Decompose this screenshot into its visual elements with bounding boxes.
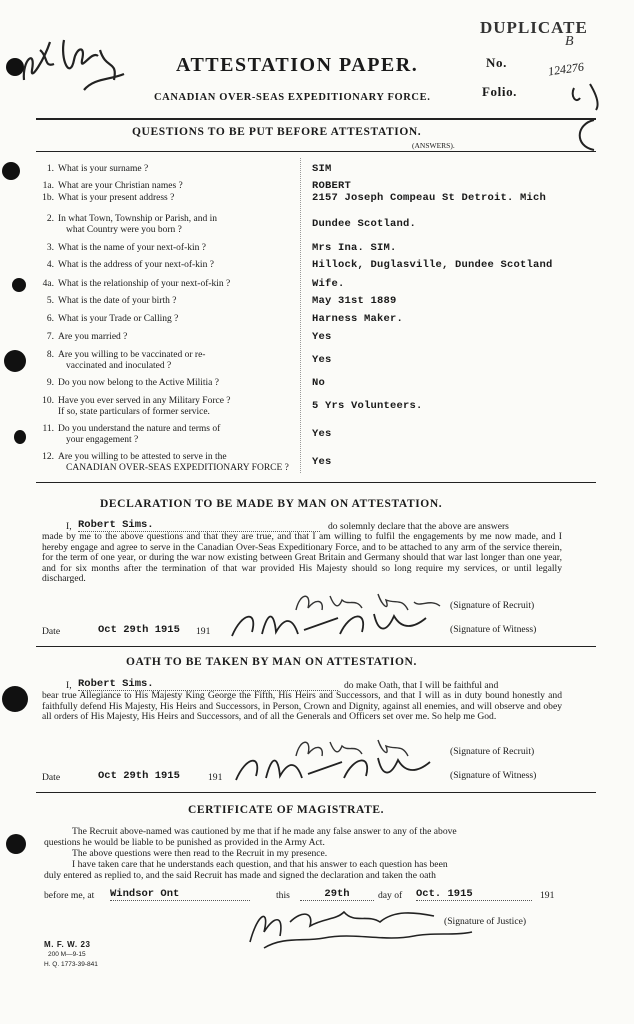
question-number: 3.: [46, 243, 54, 253]
question-text: Are you willing to be vaccinated or re-: [58, 350, 206, 360]
question-number: 10.: [42, 396, 54, 406]
justice-signature: [244, 902, 484, 952]
question-number: 7.: [46, 332, 54, 342]
punch-hole: [4, 350, 26, 372]
declaration-year-suffix: 191: [196, 626, 211, 637]
answer-text: ROBERT: [312, 180, 352, 192]
certificate-line-1: The Recruit above-named was cautioned by me that if he made any false answer to any of the above: [72, 826, 457, 837]
answer-text: Wife.: [312, 278, 345, 290]
question-text: What is your present address ?: [58, 193, 175, 203]
question-text: What is the name of your next-of-kin ?: [58, 243, 206, 253]
punch-hole: [6, 834, 26, 854]
question-number: 4a.: [42, 279, 54, 289]
question-number: 1b.: [42, 193, 54, 203]
certificate-month: Oct. 1915: [416, 888, 532, 901]
divider: [36, 482, 596, 483]
declaration-date-value: Oct 29th 1915: [98, 624, 180, 636]
question-number: 4.: [46, 260, 54, 270]
handwritten-annotation: [14, 20, 144, 100]
question-text: Do you understand the nature and terms of: [58, 424, 221, 434]
question-number: 8.: [46, 350, 54, 360]
question-number: 1a.: [42, 181, 54, 191]
answer-text: May 31st 1889: [312, 295, 397, 307]
answer-column-separator: [300, 158, 301, 473]
question-number: 9.: [46, 378, 54, 388]
divider: [36, 646, 596, 647]
before-me-label: before me, at: [44, 890, 95, 901]
day-of-label: day of: [378, 890, 403, 901]
certificate-day: 29th: [300, 888, 374, 901]
number-label: No.: [486, 55, 507, 70]
answers-label: (ANSWERS).: [412, 141, 455, 150]
declaration-heading: DECLARATION TO BE MADE BY MAN ON ATTESTATION.: [100, 498, 443, 510]
question-text-continued: vaccinated and inoculated ?: [66, 361, 172, 371]
question-number: 11.: [42, 424, 54, 434]
divider: [36, 792, 596, 793]
question-number: 5.: [46, 296, 54, 306]
punch-hole: [2, 162, 20, 180]
witness-signature: [228, 606, 468, 642]
oath-text-start: do make Oath, that I will be faithful and: [344, 680, 499, 691]
question-number: 6.: [46, 314, 54, 324]
answer-text: 2157 Joseph Compeau St Detroit. Mich: [312, 192, 547, 204]
answer-text: Yes: [312, 428, 332, 440]
question-text: Are you married ?: [58, 332, 128, 342]
declaration-text-start: do solemnly declare that the above are answers: [328, 521, 509, 532]
answer-text: Yes: [312, 456, 332, 468]
declaration-i: I,: [66, 521, 72, 532]
question-number: 2.: [46, 214, 54, 224]
oath-name: Robert Sims.: [78, 678, 338, 691]
this-label: this: [276, 890, 290, 901]
question-text: What is your Trade or Calling ?: [58, 314, 179, 324]
punch-hole: [2, 686, 28, 712]
question-text: Do you now belong to the Active Militia ?: [58, 378, 219, 388]
signature-of-recruit-label: (Signature of Recruit): [450, 600, 535, 611]
oath-signature-of-recruit-label: (Signature of Recruit): [450, 746, 535, 757]
declaration-name: Robert Sims.: [78, 519, 320, 532]
certificate-place: Windsor Ont: [110, 888, 250, 901]
stamp-letter: B: [565, 34, 574, 49]
answer-text: No: [312, 377, 326, 389]
document-title: ATTESTATION PAPER.: [176, 54, 419, 76]
answer-text: 5 Yrs Volunteers.: [312, 400, 423, 412]
question-text: What are your Christian names ?: [58, 181, 183, 191]
footer-hq-code: H. Q. 1773-39-841: [44, 961, 98, 968]
questions-heading: QUESTIONS TO BE PUT BEFORE ATTESTATION.: [132, 126, 422, 138]
certificate-line-4: I have taken care that he understands each question, and that his answer to each question has been: [72, 859, 448, 870]
oath-signature-of-witness-label: (Signature of Witness): [450, 770, 537, 781]
certificate-line-5: duly entered as replied to, and the said Recruit has made and signed the declaration and taken the oath: [44, 870, 436, 881]
answer-text: Yes: [312, 354, 332, 366]
divider: [36, 118, 596, 120]
handwritten-check: [560, 80, 620, 160]
question-text-continued: what Country were you born ?: [66, 225, 182, 235]
question-number: 1.: [46, 164, 54, 174]
question-text-continued: your engagement ?: [66, 435, 139, 445]
question-number: 12.: [42, 452, 54, 462]
question-text: Are you willing to be attested to serve in the: [58, 452, 227, 462]
footer-print-run: 200 M—9-15: [48, 951, 86, 958]
certificate-heading: CERTIFICATE OF MAGISTRATE.: [188, 804, 385, 816]
signature-of-justice-label: (Signature of Justice): [444, 916, 527, 927]
folio-label: Folio.: [482, 84, 518, 99]
oath-date-label: Date: [42, 772, 61, 783]
question-text-continued: CANADIAN OVER-SEAS EXPEDITIONARY FORCE ?: [66, 463, 289, 473]
oath-year-suffix: 191: [208, 772, 223, 783]
number-value: 124276: [547, 59, 585, 79]
question-text: What is the date of your birth ?: [58, 296, 177, 306]
oath-witness-signature: [232, 750, 452, 786]
punch-hole: [14, 430, 26, 444]
certificate-line-3: The above questions were then read to the Recruit in my presence.: [72, 848, 328, 859]
oath-body: bear true Allegiance to His Majesty King George the Fifth, His Heirs and Successors, and that I will as in duty bound honestly and faithfully defend His Majesty, His Heirs and Successors, in Person, Crown and Dignity, against all enemies, and will observe and obey all orders of His Majesty, His Heirs and Successors, and of all the Generals and Officers set over me. So help me God.: [42, 690, 562, 723]
certificate-year-suffix: 191: [540, 890, 555, 901]
divider: [36, 151, 596, 152]
declaration-body: made by me to the above questions and that they are true, and that I am willing to fulfil the engagements by me now made, and I hereby engage and agree to serve in the Canadian Over-Seas Expeditionary Force, and to be attached to any arm of the service therein, for the term of one year, or during the war now existing between Great Britain and Germany should that war last longer than one year, and for six months after the termination of that war provided His Majesty should so long require my services, or until legally discharged.: [42, 531, 562, 585]
answer-text: Yes: [312, 331, 332, 343]
question-text: What is the address of your next-of-kin ?: [58, 260, 214, 270]
oath-date-value: Oct 29th 1915: [98, 770, 180, 782]
answer-text: Hillock, Duglasville, Dundee Scotland: [312, 259, 553, 271]
punch-hole: [12, 278, 26, 292]
answer-text: Mrs Ina. SIM.: [312, 242, 397, 254]
answer-text: Harness Maker.: [312, 313, 404, 325]
answer-text: Dundee Scotland.: [312, 218, 417, 230]
declaration-date-label: Date: [42, 626, 61, 637]
duplicate-stamp: DUPLICATE: [480, 18, 588, 37]
oath-i: I,: [66, 680, 72, 691]
document-subtitle: CANADIAN OVER-SEAS EXPEDITIONARY FORCE.: [154, 92, 431, 103]
signature-of-witness-label: (Signature of Witness): [450, 624, 537, 635]
certificate-line-2: questions he would be liable to be punished as provided in the Army Act.: [44, 837, 325, 848]
question-text: What is the relationship of your next-of-kin ?: [58, 279, 231, 289]
question-text: Have you ever served in any Military Force ?: [58, 396, 231, 406]
question-text-continued: If so, state particulars of former service.: [58, 407, 210, 417]
question-text: What is your surname ?: [58, 164, 149, 174]
punch-hole: [6, 58, 24, 76]
form-number: M. F. W. 23: [44, 940, 91, 949]
answer-text: SIM: [312, 163, 332, 175]
oath-heading: OATH TO BE TAKEN BY MAN ON ATTESTATION.: [126, 656, 417, 668]
question-text: In what Town, Township or Parish, and in: [58, 214, 218, 224]
